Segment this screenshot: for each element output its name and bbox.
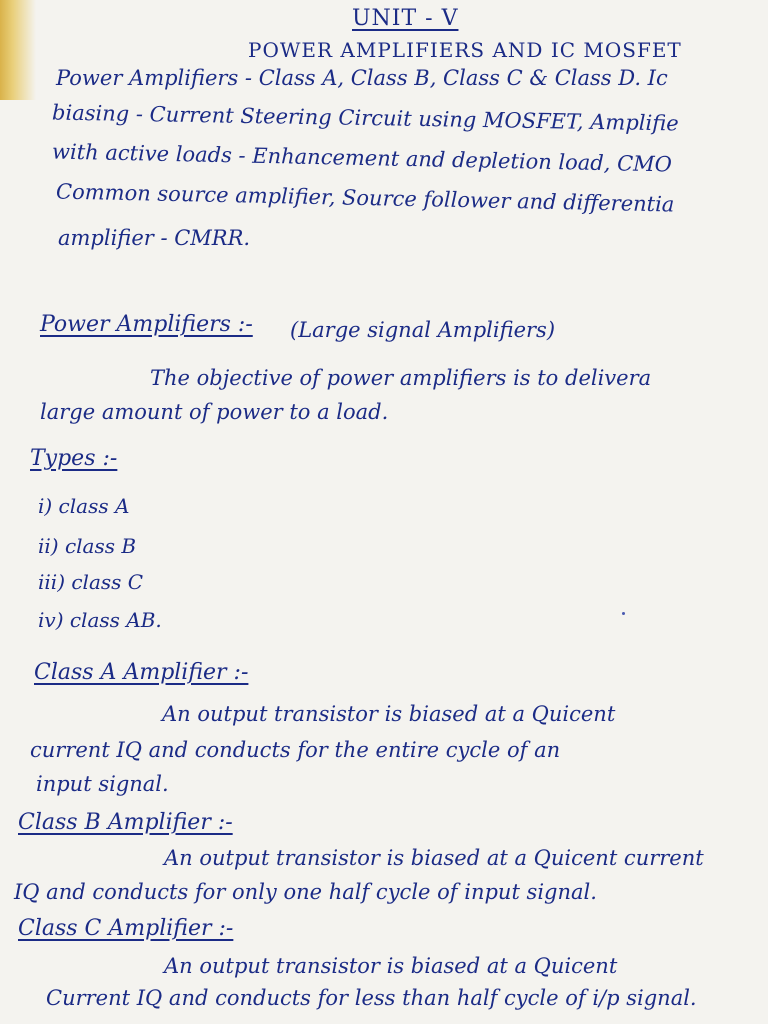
types-item-3: iii) class C: [38, 570, 144, 594]
page-edge-highlight: [0, 0, 36, 100]
types-heading: Types :-: [30, 446, 118, 471]
class-a-heading: Class A Amplifier :-: [34, 660, 249, 685]
definition-line-2: large amount of power to a load.: [40, 400, 389, 424]
types-item-4: iv) class AB.: [38, 608, 162, 632]
types-item-2: ii) class B: [38, 534, 137, 558]
class-c-line-2: Current IQ and conducts for less than half cycle of i/p signal.: [46, 986, 697, 1010]
definition-line-1: The objective of power amplifiers is to delivera: [150, 366, 652, 390]
types-item-1: i) class A: [38, 494, 130, 518]
syllabus-line-4: Common source amplifier, Source follower and differentia: [55, 179, 675, 217]
class-c-heading: Class C Amplifier :-: [18, 916, 234, 941]
power-amplifiers-subtitle: (Large signal Amplifiers): [290, 318, 556, 342]
class-b-line-2: IQ and conducts for only one half cycle of input signal.: [14, 880, 597, 904]
syllabus-line-5: amplifier - CMRR.: [58, 226, 251, 250]
unit-title: UNIT - V: [352, 6, 459, 31]
class-a-line-2: current IQ and conducts for the entire cycle of an: [30, 738, 561, 762]
class-a-line-3: input signal.: [36, 772, 169, 796]
ink-dot: [622, 612, 625, 615]
syllabus-line-1: Power Amplifiers - Class A, Class B, Class C & Class D. Ic: [56, 66, 668, 90]
class-b-line-1: An output transistor is biased at a Quicent current: [164, 846, 704, 870]
power-amplifiers-heading: Power Amplifiers :-: [40, 312, 253, 337]
class-a-line-1: An output transistor is biased at a Quicent: [162, 702, 616, 726]
class-c-line-1: An output transistor is biased at a Quicent: [164, 954, 618, 978]
syllabus-line-2: biasing - Current Steering Circuit using MOSFET, Amplifie: [51, 100, 679, 136]
unit-heading: POWER AMPLIFIERS AND IC MOSFET: [248, 38, 682, 62]
class-b-heading: Class B Amplifier :-: [18, 810, 233, 835]
syllabus-line-3: with active loads - Enhancement and depletion load, CMO: [51, 139, 673, 177]
